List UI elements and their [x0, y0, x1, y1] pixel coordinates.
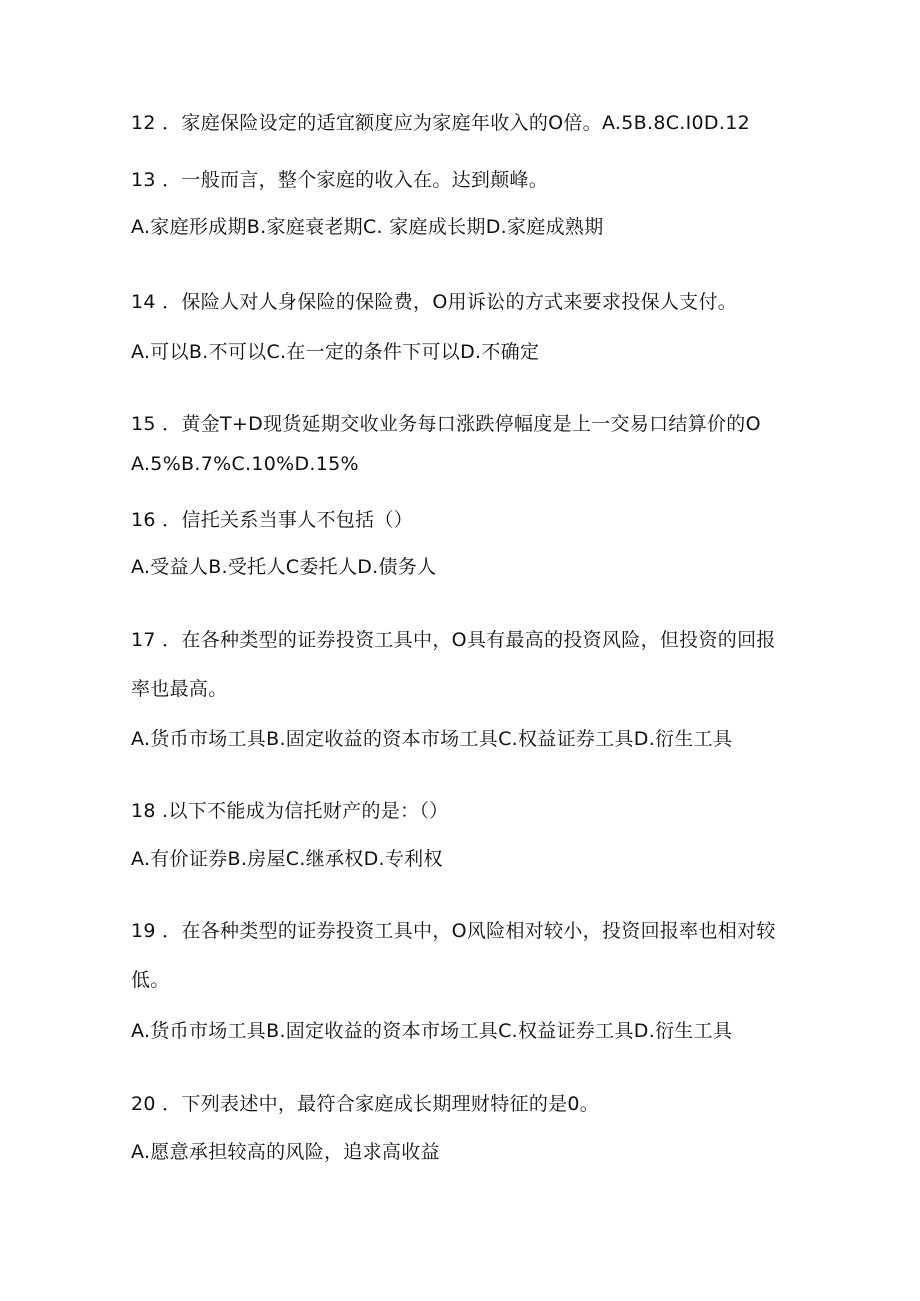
question-17-continued: 率也最高。 [131, 678, 228, 700]
question-17: 17 ．在各种类型的证券投资工具中，O具有最高的投资风险，但投资的回报 [131, 629, 776, 651]
question-12: 12 ．家庭保险设定的适宜额度应为家庭年收入的O倍。A.5B.8C.I0D.12 [131, 112, 750, 134]
question-20: 20 ．下列表述中，最符合家庭成长期理财特征的是0。 [131, 1093, 600, 1115]
question-17-options: A.货币市场工具B.固定收益的资本市场工具C.权益证券工具D.衍生工具 [131, 728, 733, 750]
question-13-options: A.家庭形成期B.家庭衰老期C. 家庭成长期D.家庭成熟期 [131, 216, 604, 238]
question-13: 13 ．一般而言，整个家庭的收入在。达到颠峰。 [131, 169, 549, 191]
question-18: 18 .以下不能成为信托财产的是：（） [131, 800, 449, 822]
question-20-option-a: A.愿意承担较高的风险，追求高收益 [131, 1141, 440, 1163]
question-19: 19 ．在各种类型的证券投资工具中，O风险相对较小，投资回报率也相对较 [131, 920, 776, 942]
question-15: 15 ．黄金T+D现货延期交收业务每口涨跌停幅度是上一交易口结算价的O [131, 413, 761, 435]
question-14: 14 ．保险人对人身保险的保险费，O用诉讼的方式来要求投保人支付。 [131, 291, 738, 313]
question-18-options: A.有价证券B.房屋C.继承权D.专利权 [131, 848, 443, 870]
question-14-options: A.可以B.不可以C.在一定的条件下可以D.不确定 [131, 341, 540, 363]
question-16: 16 ．信托关系当事人不包括（） [131, 509, 414, 531]
question-19-continued: 低。 [131, 969, 170, 991]
question-16-options: A.受益人B.受托人C委托人D.债务人 [131, 556, 437, 578]
question-15-options: A.5%B.7%C.10%D.15% [131, 453, 359, 475]
question-19-options: A.货币市场工具B.固定收益的资本市场工具C.权益证券工具D.衍生工具 [131, 1020, 733, 1042]
